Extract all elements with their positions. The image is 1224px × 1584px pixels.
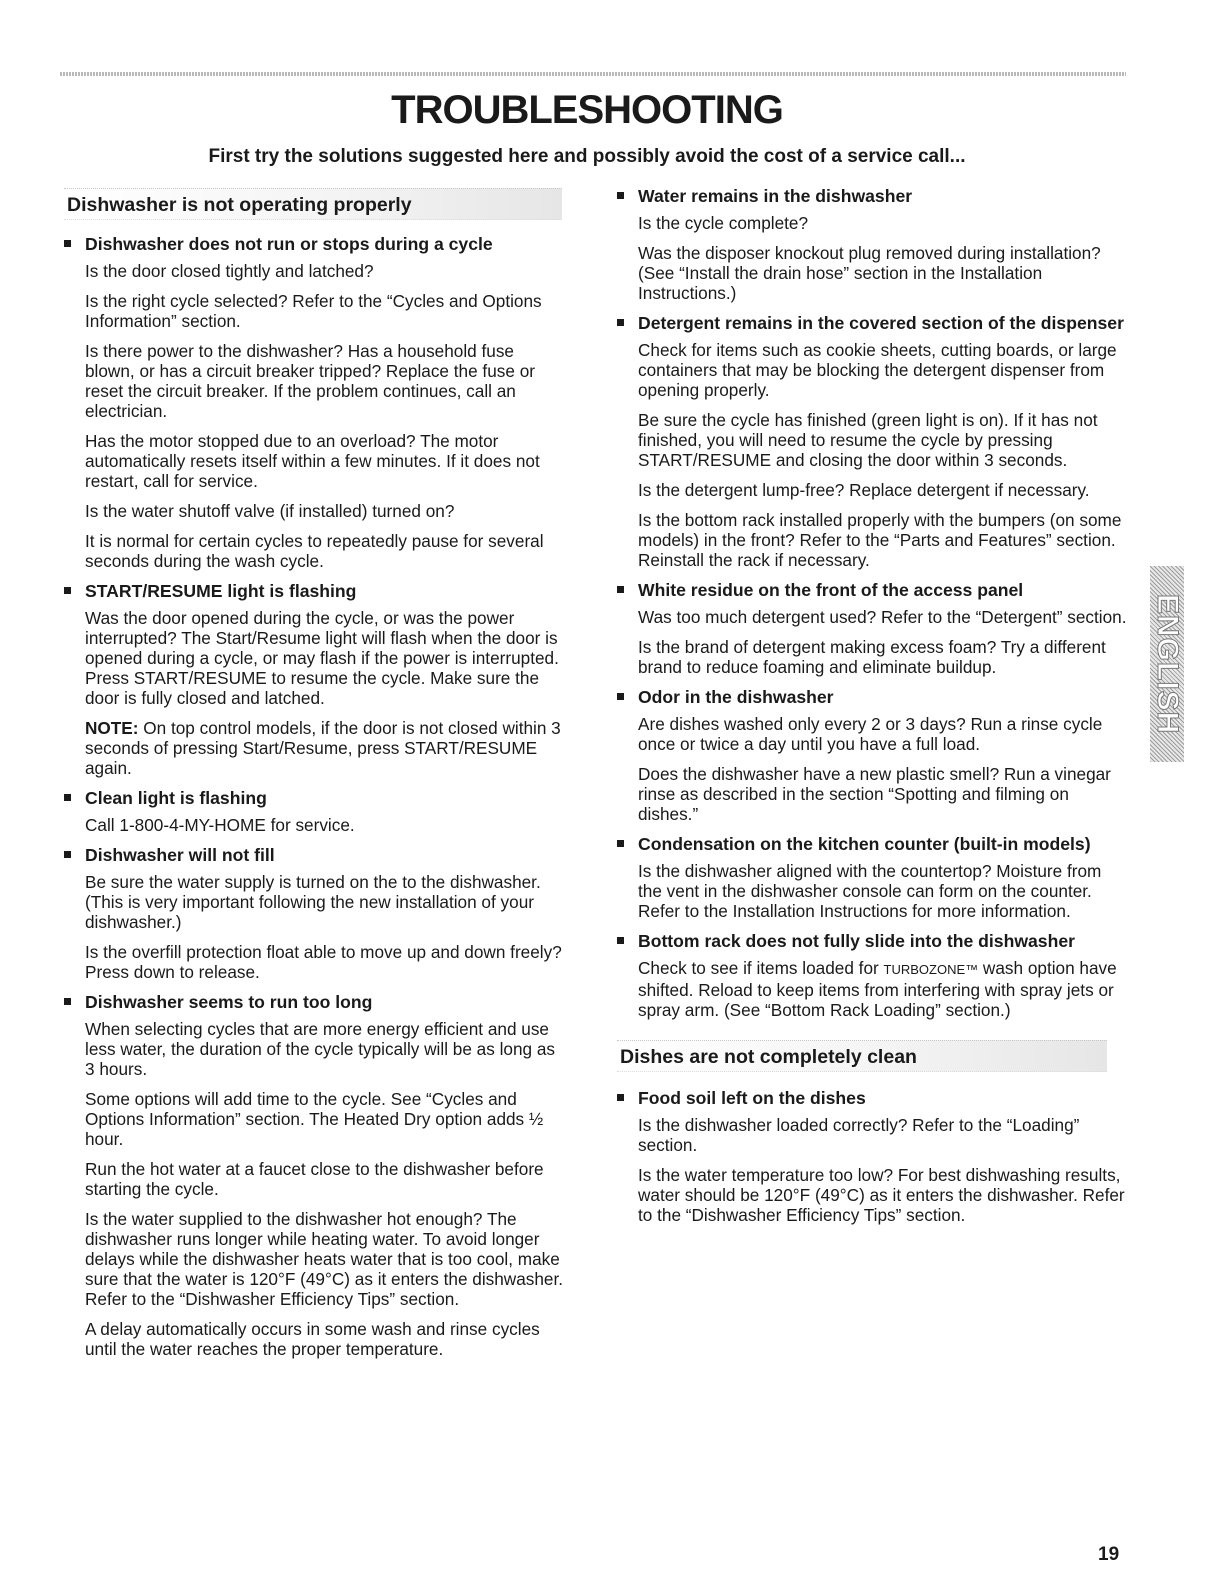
problem-title: START/RESUME light is flashing [85, 581, 357, 601]
problem-title: Dishwasher seems to run too long [85, 992, 373, 1012]
problem-title: Clean light is flashing [85, 788, 267, 808]
problem-text: Was the disposer knockout plug removed during installation? (See “Install the drain hose” section in the Installation Instructions.) [638, 243, 1101, 303]
bullet-icon [617, 937, 624, 944]
bullet-icon [64, 998, 71, 1005]
problem-title: Dishwasher does not run or stops during a cycle [85, 234, 493, 254]
brand-name: TURBOZONE™ [883, 962, 979, 977]
language-tab [1150, 566, 1184, 762]
problem-title: White residue on the front of the access panel [638, 580, 1024, 600]
section-heading-not-operating: Dishwasher is not operating properly [64, 188, 562, 220]
problem-title: Condensation on the kitchen counter (built-in models) [638, 834, 1091, 854]
problem-text: Is the water shutoff valve (if installed) turned on? [85, 501, 455, 521]
bullet-icon [64, 794, 71, 801]
problem-runs-too-long [64, 992, 564, 1359]
problem-text: Was too much detergent used? Refer to the “Detergent” section. [638, 607, 1127, 627]
page-subtitle: First try the solutions suggested here and possibly avoid the cost of a service call... [208, 146, 966, 167]
text-prefix: Check to see if items loaded for [638, 958, 884, 978]
bullet-icon [617, 693, 624, 700]
note-label: NOTE: [85, 718, 139, 738]
problem-condensation [617, 834, 1129, 921]
problem-text [638, 958, 1129, 1020]
problem-title: Bottom rack does not fully slide into the dishwasher [638, 931, 1075, 951]
problem-text: Was the door opened during the cycle, or was the power interrupted? The Start/Resume light will flash when the door is opened during a cycle, or may flash if the power is interrupted. Press START/RESUME to resume the cycle. Make sure the door is fully closed and latched. [85, 608, 559, 708]
top-divider [60, 72, 1126, 76]
problem-title: Odor in the dishwasher [638, 687, 834, 707]
problem-food-soil [617, 1088, 1129, 1225]
note-text [85, 718, 564, 778]
bullet-icon [617, 586, 624, 593]
language-tab-label: ENGLISH [1151, 593, 1184, 735]
problem-odor [617, 687, 1129, 824]
problem-white-residue [617, 580, 1129, 677]
problem-text: Check for items such as cookie sheets, cutting boards, or large containers that may be blocking the detergent dispenser from opening properly. [638, 340, 1117, 400]
problem-text: Does the dishwasher have a new plastic smell? Run a vinegar rinse as described in the section “Spotting and filming on dishes.” [638, 764, 1111, 824]
section-heading-not-clean: Dishes are not completely clean [617, 1040, 1107, 1072]
text-suffix: wash option have shifted. Reload to keep items from interfering with spray jets or spray arm. (See “Bottom Rack Loading” section.) [638, 958, 1117, 1020]
problem-text: A delay automatically occurs in some wash and rinse cycles until the water reaches the proper temperature. [85, 1319, 540, 1359]
problem-text: Run the hot water at a faucet close to the dishwasher before starting the cycle. [85, 1159, 544, 1199]
problem-text: Are dishes washed only every 2 or 3 days? Run a rinse cycle once or twice a day until you have a full load. [638, 714, 1103, 754]
problem-text: Is the overfill protection float able to move up and down freely? Press down to release. [85, 942, 562, 982]
problem-text: Is the water supplied to the dishwasher hot enough? The dishwasher runs longer while heating water. To avoid longer delays while the dishwasher heats water that is too cool, make sure that the water is 120°F (49°C) as it enters the dishwasher. Refer to the “Dishwasher Efficiency Tips” section. [85, 1209, 564, 1309]
page-number: 19 [1098, 1544, 1120, 1565]
bullet-icon [617, 319, 624, 326]
bullet-icon [64, 587, 71, 594]
problem-text: Call 1-800-4-MY-HOME for service. [85, 815, 355, 835]
problem-text: Is the door closed tightly and latched? [85, 261, 374, 281]
problem-text: Be sure the cycle has finished (green light is on). If it has not finished, you will need to resume the cycle by pressing START/RESUME and closing the door within 3 seconds. [638, 410, 1098, 470]
problem-detergent-remains [617, 313, 1129, 570]
problem-text: When selecting cycles that are more energy efficient and use less water, the duration of the cycle typically will be as long as 3 hours. [85, 1019, 556, 1079]
problem-text: Is there power to the dishwasher? Has a household fuse blown, or has a circuit breaker tripped? Replace the fuse or reset the circuit breaker. If the problem continues, call an electrician. [85, 341, 535, 421]
right-column [617, 186, 1129, 1235]
bullet-icon [617, 192, 624, 199]
problem-text: Is the dishwasher loaded correctly? Refer to the “Loading” section. [638, 1115, 1080, 1155]
problem-text: Has the motor stopped due to an overload? The motor automatically resets itself within a few minutes. If it does not restart, call for service. [85, 431, 540, 491]
problem-title: Dishwasher will not fill [85, 845, 275, 865]
note-body: On top control models, if the door is not closed within 3 seconds of pressing Start/Resume, press START/RESUME again. [85, 718, 561, 778]
problem-text: Some options will add time to the cycle. See “Cycles and Options Information” section. The Heated Dry option adds ½ hour. [85, 1089, 544, 1149]
page-title: TROUBLESHOOTING [391, 88, 783, 132]
problem-not-run [64, 234, 564, 571]
bullet-icon [64, 240, 71, 247]
problem-will-not-fill [64, 845, 564, 982]
problem-title: Food soil left on the dishes [638, 1088, 866, 1108]
bullet-icon [64, 851, 71, 858]
problem-clean-light-flashing [64, 788, 564, 835]
bullet-icon [617, 840, 624, 847]
problem-text: It is normal for certain cycles to repeatedly pause for several seconds during the wash cycle. [85, 531, 544, 571]
problem-text: Is the water temperature too low? For best dishwashing results, water should be 120°F (49°C) as it enters the dishwasher. Refer to the “Dishwasher Efficiency Tips” section. [638, 1165, 1125, 1225]
problem-text: Is the right cycle selected? Refer to the “Cycles and Options Information” section. [85, 291, 542, 331]
problem-text: Is the bottom rack installed properly with the bumpers (on some models) in the front? Refer to the “Parts and Features” section. Reinstall the rack if necessary. [638, 510, 1122, 570]
problem-title: Detergent remains in the covered section of the dispenser [638, 313, 1124, 333]
problem-bottom-rack [617, 931, 1129, 1020]
problem-text: Is the detergent lump-free? Replace detergent if necessary. [638, 480, 1090, 500]
problem-text: Is the cycle complete? [638, 213, 809, 233]
problem-title: Water remains in the dishwasher [638, 186, 913, 206]
problem-start-resume-flashing [64, 581, 564, 778]
problem-text: Is the dishwasher aligned with the countertop? Moisture from the vent in the dishwasher console can form on the counter. Refer to the Installation Instructions for more information. [638, 861, 1102, 921]
problem-text: Be sure the water supply is turned on the to the dishwasher. (This is very important following the new installation of your dishwasher.) [85, 872, 541, 932]
bullet-icon [617, 1094, 624, 1101]
left-column [64, 186, 564, 1369]
problem-water-remains [617, 186, 1129, 303]
problem-text: Is the brand of detergent making excess foam? Try a different brand to reduce foaming and eliminate buildup. [638, 637, 1106, 677]
